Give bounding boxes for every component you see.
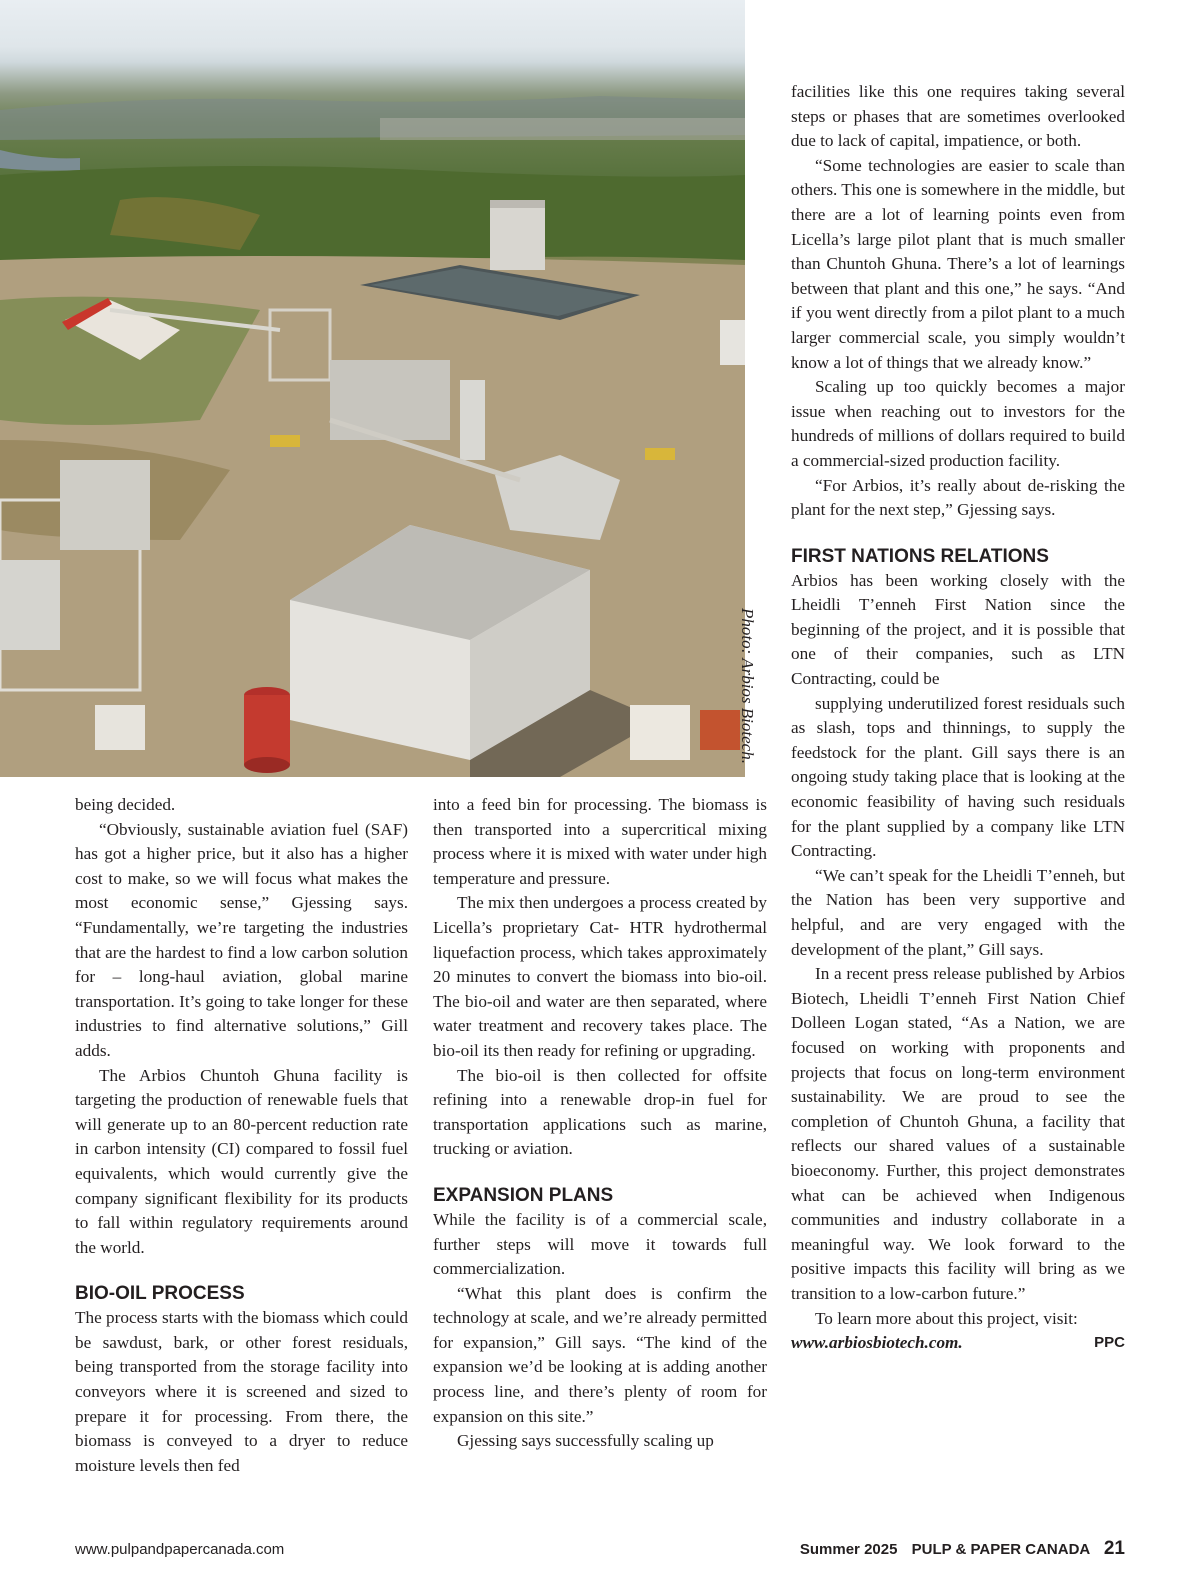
paragraph: In a recent press release published by Arbios Biotech, Lheidli T’enneh First Nation Chief Dolleen Logan stated, “As a Nation, we are focused on working with proponents and projects that focus on long-term environment sustainability. We are proud to see the completion of Chuntoh Ghuna, a facility that reflects our shared values of a sustainable bioeconomy. Further, this project demonstrates what can be achieved when Indigenous communities and industry collaborate in a meaningful way. We look forward to the positive impacts this facility will bring as we transition to a low-carbon future.” xyxy=(791,964,1125,1303)
paragraph: The mix then undergoes a process created by Licella’s proprietary Cat- HTR hydrothermal liquefaction process, which takes approximately 20 minutes to convert the biomass into bio-oil. The bio-oil and water are then separated, where water treatment and recovery takes place. The bio-oil its then ready for refining or upgrading. xyxy=(433,893,767,1060)
section-heading-bio-oil: BIO-OIL PROCESS xyxy=(75,1283,245,1305)
paragraph: being decided. xyxy=(75,795,176,814)
magazine-name: PULP & PAPER CANADA xyxy=(911,1541,1090,1558)
paragraph: To learn more about this project, visit: xyxy=(815,1308,1078,1328)
paragraph: supplying underutilized forest residuals such as slash, tops and thinnings, to supply the feedstock for the plant. Gill says there is an ongoing study taking place that is looking at the economic feasibility of having such residuals for the plant supplied by a company like LTN Contracting. xyxy=(791,693,1125,861)
paragraph: The Arbios Chuntoh Ghuna facility is targeting the production of renewable fuels that will generate up to an 80-percent reduction rate in carbon intensity (CI) compared to fossil fuel equivalents, which would currently give the company significant flexibility for its products to fall within regulatory requirements around the world. xyxy=(75,1065,408,1257)
column-3 xyxy=(791,80,1125,1356)
paragraph: “We can’t speak for the Lheidli T’enneh, but the Nation has been very supportive and helpful, and are very engaged with the development of the plant,” Gill says. xyxy=(791,865,1125,959)
paragraph: “What this plant does is confirm the technology at scale, and we’re already permitted for expansion,” Gill says. “The kind of the expansion we’d be looking at is adding another process line, and there’s plenty of room for expansion on this site.” xyxy=(433,1283,767,1426)
paragraph: Arbios has been working closely with the Lheidli T’enneh First Nation since the beginning of the project, and it is possible that one of their companies, such as LTN Contracting, could be xyxy=(791,570,1125,689)
paragraph: Gjessing says successfully scaling up xyxy=(457,1431,714,1451)
aerial-plant-photo xyxy=(0,0,745,777)
closing-line xyxy=(791,1331,1125,1356)
paragraph: “Some technologies are easier to scale than others. This one is somewhere in the middle, but there are a lot of learning points even from Licella’s large pilot plant that is much smaller than Chuntoh Ghuna. There’s a lot of learnings between that plant and this one,” he says. “And if you went directly from a pilot plant to a much larger commercial scale, you simply wouldn’t know a lot of things that we already know.” xyxy=(791,155,1125,372)
column-1 xyxy=(75,793,408,1478)
footer-issue-info xyxy=(790,1538,1125,1560)
page-number: 21 xyxy=(1103,1538,1125,1559)
footer-url[interactable]: www.pulpandpapercanada.com xyxy=(75,1541,285,1558)
paragraph: The bio-oil is then collected for offsite refining into a renewable drop-in fuel for transportation applications such as marine, trucking or aviation. xyxy=(433,1065,767,1159)
section-heading-expansion: EXPANSION PLANS xyxy=(433,1184,614,1206)
end-tag: PPC xyxy=(1094,1334,1125,1352)
issue-date: Summer 2025 xyxy=(799,1541,898,1558)
page-footer xyxy=(75,1538,1125,1564)
paragraph: “For Arbios, it’s really about de-risking the plant for the next step,” Gjessing says. xyxy=(791,475,1125,520)
paragraph: While the facility is of a commercial scale, further steps will move it towards full commercialization. xyxy=(433,1209,767,1279)
photo-illustration xyxy=(0,0,745,777)
section-heading-first-nations: FIRST NATIONS RELATIONS xyxy=(791,545,1049,567)
paragraph: into a feed bin for processing. The biomass is then transported into a supercritical mixing process where it is mixed with water under high temperature and pressure. xyxy=(433,795,767,888)
paragraph: Scaling up too quickly becomes a major issue when reaching out to investors for the hundreds of millions of dollars required to build a commercial-sized production facility. xyxy=(791,377,1125,470)
website-link[interactable]: www.arbiosbiotech.com. xyxy=(791,1333,963,1353)
paragraph: “Obviously, sustainable aviation fuel (SAF) has got a higher price, but it also has a higher cost to make, so we will focus what makes the most economic sense,” Gjessing says. “Fundamentally, we’re targeting the industries that are the hardest to find a low carbon solution for – long-haul aviation, global marine transportation. It’s going to take longer for these industries to find alternative solutions,” Gill adds. xyxy=(75,819,408,1060)
column-2 xyxy=(433,793,767,1454)
photo-credit: Photo: Arbios Biotech. xyxy=(738,608,757,764)
paragraph: The process starts with the biomass which could be sawdust, bark, or other forest residuals, being transported from the storage facility into conveyors where it is screened and sized to prepare it for processing. From there, the biomass is conveyed to a dryer to reduce moisture levels then fed xyxy=(75,1308,408,1475)
paragraph: facilities like this one requires taking several steps or phases that are sometimes overlooked due to lack of capital, impatience, or both. xyxy=(791,82,1125,151)
